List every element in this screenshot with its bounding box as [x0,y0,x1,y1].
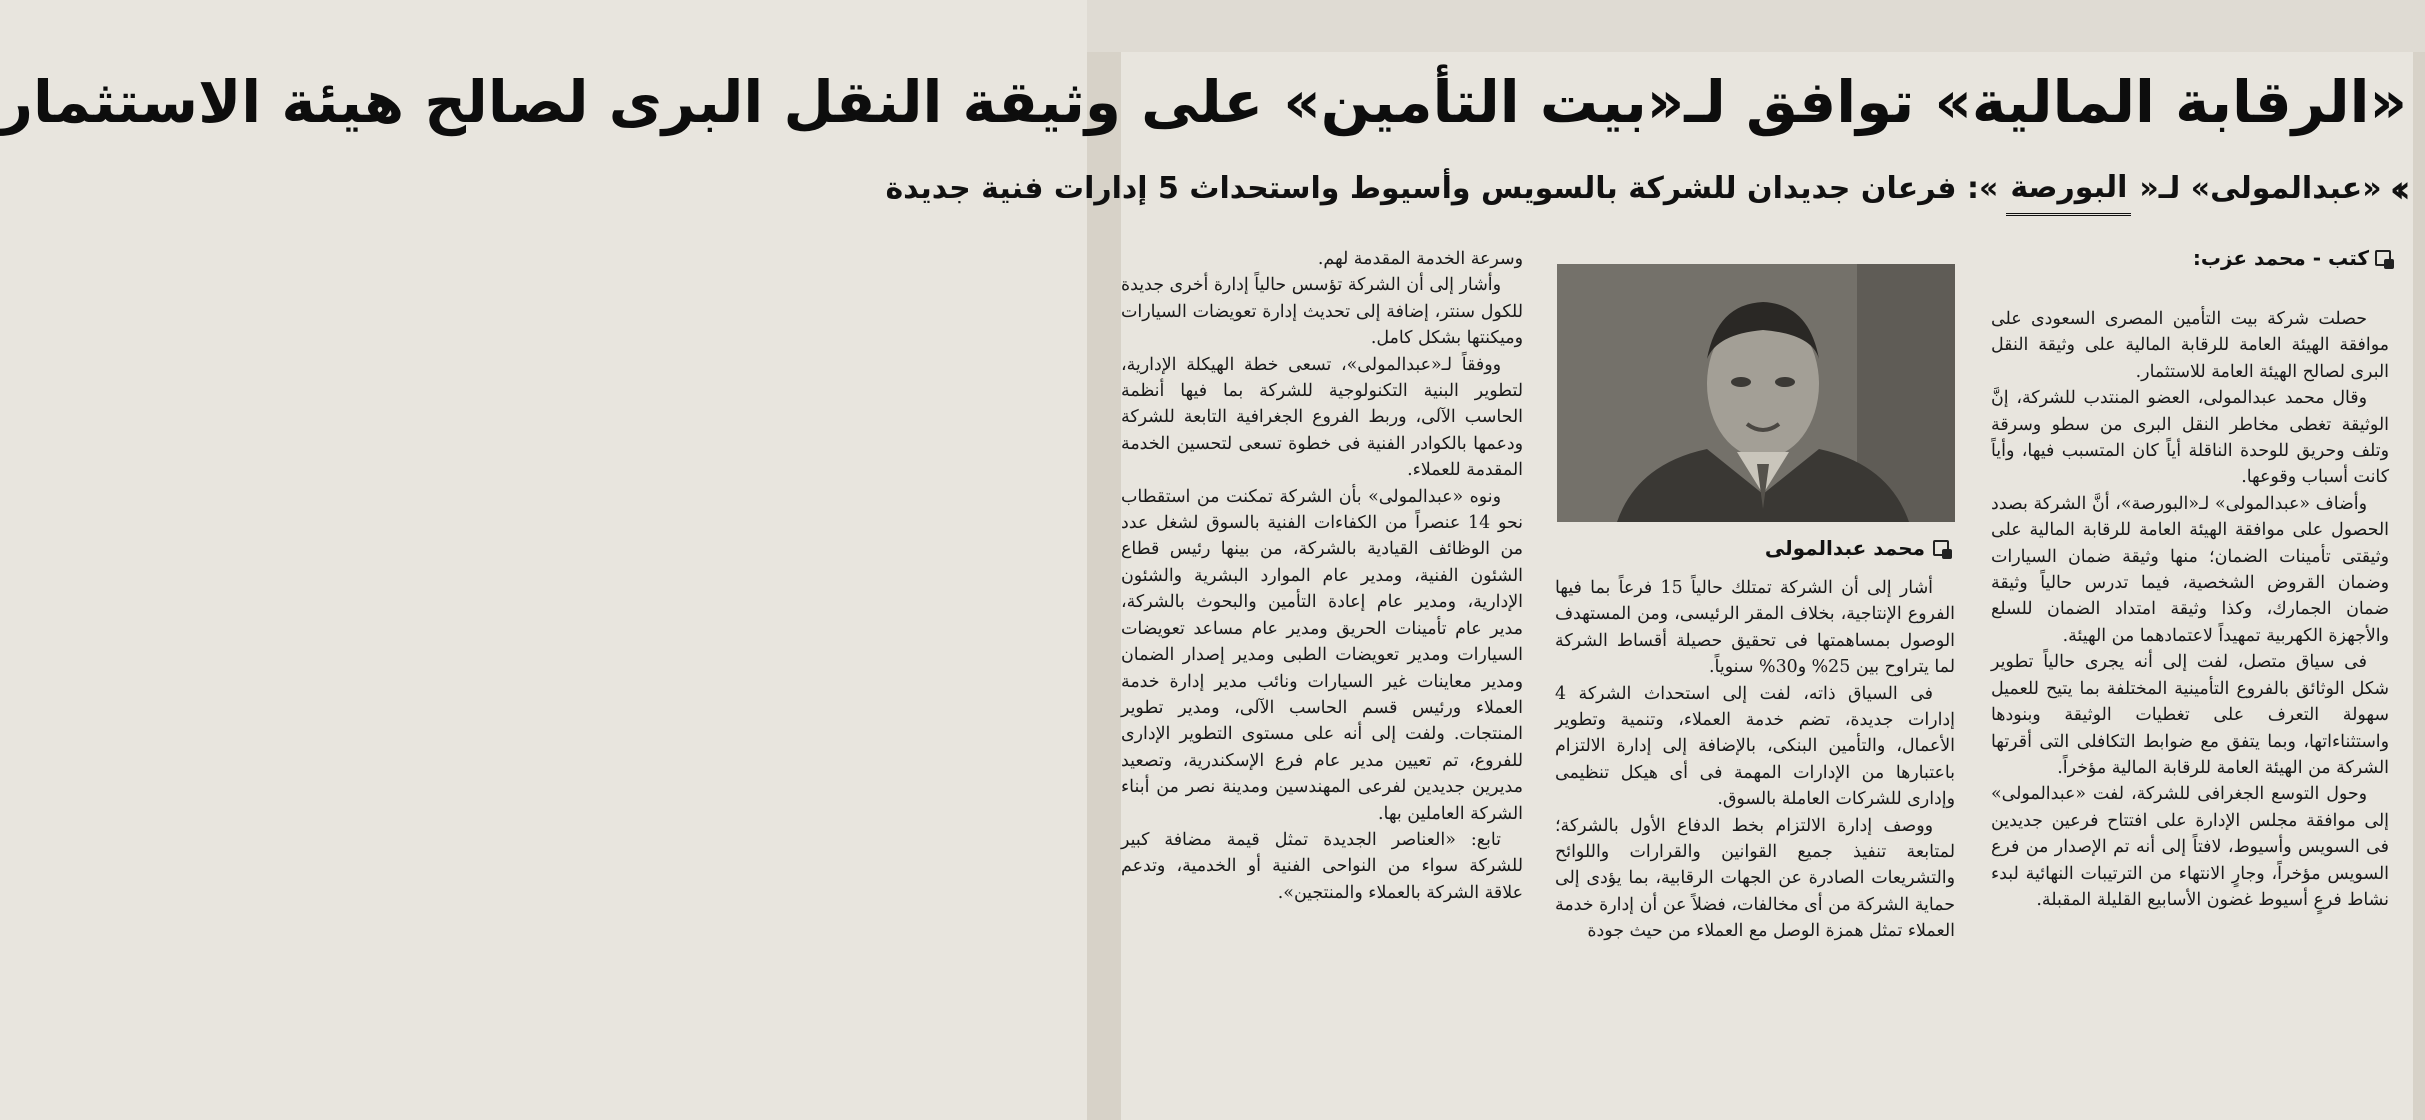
byline-text: كتب - محمد عزب: [2192,246,2369,270]
byline-marker-icon [2375,250,2391,266]
article-column-middle [1555,575,1955,1105]
article-column-left [1121,246,1523,1106]
double-chevron-icon: ›› [2389,167,2401,211]
adjacent-page-bleed-right [2413,52,2425,1120]
subheadline-rest: »: فرعان جديدان للشركة بالسويس وأسيوط واستحداث 5 إدارات فنية جديدة [885,171,1999,206]
article-subheadline [885,164,2401,214]
article-column-right [1991,306,2389,1106]
paragraph: ونوه «عبدالمولى» بأن الشركة تمكنت من استقطاب نحو 14 عنصراً من الكفاءات الفنية بالسوق لشغل عدد من الوظائف القيادية بالشركة، من بينها رئيس قطاع الشئون الفنية، ومدير عام الموارد البشرية والشئون الإدارية، ومدير عام إعادة التأمين والبحوث بالشركة، مدير عام تأمينات الحريق ومدير عام مساعد تعويضات السيارات ومدير تعويضات الطبى ومدير إصدار الضمان ومدير معاينات غير السيارات ونائب مدير إدارة خدمة العملاء ورئيس قسم الحاسب الآلى، ومدير تطوير المنتجات. ولفت إلى أنه على مستوى التطوير الإدارى للفروع، تم تعيين مدير عام فرع الإسكندرية، وتصعيد مديرين جديدين لفرعى المهندسين ومدينة نصر من أبناء الشركة العاملين بها. [1121,486,1524,824]
subheadline-prefix: «عبدالمولى» لـ« [2139,171,2382,206]
paragraph: وأضاف «عبدالمولى» لـ«البورصة»، أنَّ الشركة بصدد الحصول على موافقة الهيئة العامة للرقابة المالية على وثيقتى تأمينات الضمان؛ منها وثيقة ضمان السيارات وضمان القروض الشخصية، فيما تدرس حالياً وثيقة ضمان الجمارك، وكذا وثيقة امتداد الضمان للسلع والأجهزة الكهربية تمهيداً لاعتمادهما من الهيئة. [1991,493,2389,646]
paragraph: ووصف إدارة الالتزام بخط الدفاع الأول بالشركة؛ لمتابعة تنفيذ جميع القوانين والقرارات واللوائح والتشريعات الصادرة عن الجهات الرقابية، بما يؤدى إلى حماية الشركة من أى مخالفات، فضلاً عن أن إدارة خدمة العملاء تمثل همزة الوصل مع العملاء من حيث جودة [1555,815,1955,942]
paragraph: وأشار إلى أن الشركة تؤسس حالياً إدارة أخرى جديدة للكول سنتر، إضافة إلى تحديث إدارة تعويضات السيارات وميكنتها بشكل كامل. [1121,275,1523,349]
paragraph: حصلت شركة بيت التأمين المصرى السعودى على موافقة الهيئة العامة للرقابة المالية على وثيقة النقل البرى لصالح الهيئة العامة للاستثمار. [1991,309,2389,382]
paragraph: فى السياق ذاته، لفت إلى استحداث الشركة 4 إدارات جديدة، تضم خدمة العملاء، وتنمية وتطوير الأعمال، والتأمين البنكى، بالإضافة إلى إدارة الالتزام باعتبارها من الإدارات المهمة فى أى هيكل تنظيمى وإدارى للشركات العاملة بالسوق. [1555,683,1955,810]
byline [2091,242,2391,274]
paragraph: وحول التوسع الجغرافى للشركة، لفت «عبدالمولى» إلى موافقة مجلس الإدارة على افتتاح فرعين جديدين فى السويس وأسيوط، لافتاً إلى أنه تم الإصدار من فرع السويس مؤخراً، وجارٍ الانتهاء من الترتيبات النهائية لبدء نشاط فرعٍ أسيوط غضون الأسابيع القليلة المقبلة. [1991,784,2389,910]
paragraph: أشار إلى أن الشركة تمتلك حالياً 15 فرعاً بما فيها الفروع الإنتاجية، بخلاف المقر الرئيسى، ومن المستهدف الوصول بمساهمتها فى تحقيق حصيلة أقساط الشركة لما يتراوح بين 25% و30% سنوياً. [1555,578,1955,678]
article-headline: «الرقابة المالية» توافق لـ«بيت التأمين» على وثيقة النقل البرى لصالح هيئة الاستثمار [0,68,2407,136]
portrait-illustration [1557,264,1955,522]
paragraph: ووفقاً لـ«عبدالمولى»، تسعى خطة الهيكلة الإدارية، لتطوير البنية التكنولوجية للشركة بما فيها أنظمة الحاسب الآلى، وربط الفروع الجغرافية التابعة للشركة ودعمها بالكوادر الفنية فى خطوة تسعى لتحسين الخدمة المقدمة للعملاء. [1121,354,1523,481]
adjacent-article-bleed-top [1087,0,2425,52]
paragraph: وقال محمد عبدالمولى، العضو المنتدب للشركة، إنَّ الوثيقة تغطى مخاطر النقل البرى من سطو وسرقة وتلف وحريق للوحدة الناقلة أياً كان المتسبب فيها، وأياً كانت أسباب وقوعها. [1991,388,2389,488]
photo-caption [1649,533,1949,563]
newspaper-name: البورصة [2006,163,2131,216]
caption-marker-icon [1933,540,1949,556]
portrait-photo [1557,264,1955,522]
paragraph: فى سياق متصل، لفت إلى أنه يجرى حالياً تطوير شكل الوثائق بالفروع التأمينية المختلفة بما يتيح للعميل سهولة التعرف على تغطيات الوثيقة وبنودها واستثناءاتها، وبما يتفق مع ضوابط التكافلى التى أقرتها الشركة من الهيئة العامة للرقابة المالية مؤخراً. [1991,652,2389,778]
paragraph: تابع: «العناصر الجديدة تمثل قيمة مضافة كبير للشركة سواء من النواحى الفنية أو الخدمية، وتدعم علاقة الشركة بالعملاء والمنتجين». [1121,829,1523,903]
photo-caption-text: محمد عبدالمولى [1764,536,1925,560]
paragraph: وسرعة الخدمة المقدمة لهم. [1317,249,1523,269]
